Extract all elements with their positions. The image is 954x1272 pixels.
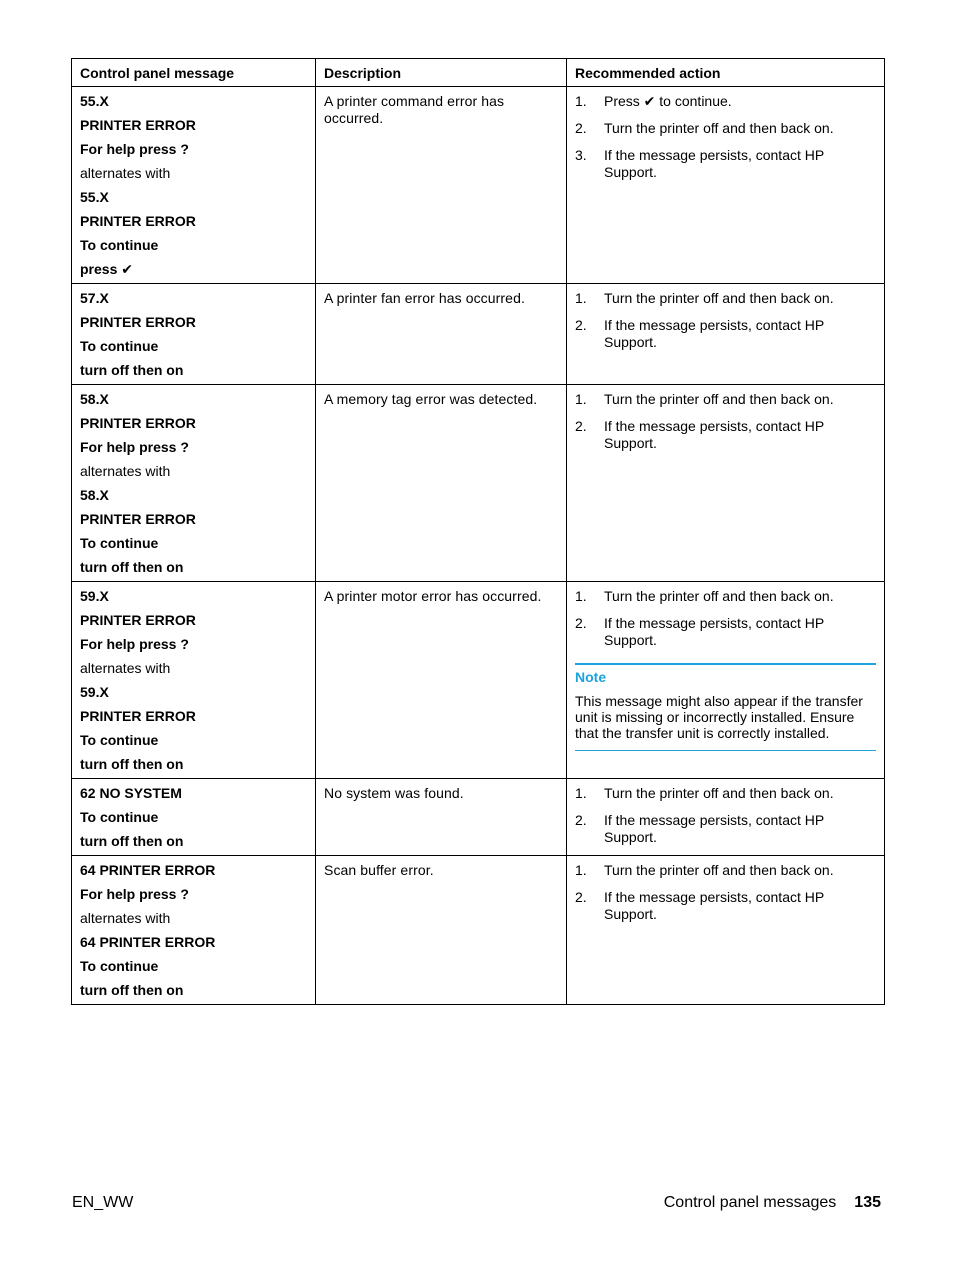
table-row: [72, 87, 885, 284]
note-title: Note: [575, 669, 607, 685]
message-line: turn off then on: [80, 982, 184, 998]
message-line: 62 NO SYSTEM: [80, 785, 182, 801]
description-text: A memory tag error was detected.: [324, 391, 538, 407]
action-cell: [567, 582, 885, 779]
message-line: PRINTER ERROR: [80, 314, 196, 330]
message-line: For help press ?: [80, 886, 189, 902]
message-line: turn off then on: [80, 362, 184, 378]
description-cell: [316, 87, 567, 284]
message-line: To continue: [80, 237, 159, 253]
description-cell: [316, 779, 567, 856]
action-cell: [567, 779, 885, 856]
message-line: PRINTER ERROR: [80, 117, 196, 133]
message-line: alternates with: [80, 463, 171, 479]
message-line: 57.X: [80, 290, 109, 306]
action-step: 2. Turn the printer off and then back on.: [575, 120, 834, 136]
message-line: To continue: [80, 958, 159, 974]
description-cell: [316, 284, 567, 385]
action-list: [575, 862, 876, 923]
action-step: 1. Turn the printer off and then back on.: [575, 862, 834, 878]
message-cell: [72, 284, 316, 385]
action-step: 1. Turn the printer off and then back on.: [575, 588, 834, 604]
action-step: 2. If the message persists, contact HP Support.: [575, 418, 824, 451]
action-cell: [567, 284, 885, 385]
message-line: PRINTER ERROR: [80, 511, 196, 527]
action-step: 1. Turn the printer off and then back on.: [575, 785, 834, 801]
header-recommended-action: Recommended action: [567, 59, 885, 87]
message-line: turn off then on: [80, 756, 184, 772]
table-row: [72, 284, 885, 385]
action-step: 1. Turn the printer off and then back on.: [575, 290, 834, 306]
action-step: 1. Turn the printer off and then back on.: [575, 391, 834, 407]
message-line: 59.X: [80, 684, 109, 700]
table-row: [72, 856, 885, 1005]
message-cell: [72, 582, 316, 779]
description-text: A printer motor error has occurred.: [324, 588, 542, 604]
action-step: 1. Press ✔ to continue.: [575, 93, 732, 109]
action-cell: [567, 856, 885, 1005]
action-list: [575, 290, 876, 351]
action-step: 2. If the message persists, contact HP Support.: [575, 317, 824, 350]
message-line: 58.X: [80, 487, 109, 503]
description-text: Scan buffer error.: [324, 862, 434, 878]
message-line: For help press ?: [80, 636, 189, 652]
action-list: [575, 93, 876, 181]
message-line: alternates with: [80, 660, 171, 676]
table-row: [72, 779, 885, 856]
note-box: [575, 663, 876, 751]
message-line: press ✔: [80, 261, 133, 277]
note-text: This message might also appear if the transfer unit is missing or incorrectly installed. Ensure that the transfer unit is correctly installed.: [575, 693, 863, 741]
message-line: For help press ?: [80, 141, 189, 157]
action-step: 2. If the message persists, contact HP Support.: [575, 615, 824, 648]
action-list: [575, 785, 876, 846]
message-cell: [72, 87, 316, 284]
table-header-row: [72, 59, 885, 87]
message-cell: [72, 856, 316, 1005]
message-line: PRINTER ERROR: [80, 213, 196, 229]
message-line: To continue: [80, 809, 159, 825]
action-list: [575, 588, 876, 649]
message-line: 55.X: [80, 93, 109, 109]
message-line: turn off then on: [80, 833, 184, 849]
message-line: PRINTER ERROR: [80, 415, 196, 431]
action-step: 2. If the message persists, contact HP Support.: [575, 889, 824, 922]
table-row: [72, 385, 885, 582]
action-step: 3. If the message persists, contact HP Support.: [575, 147, 824, 180]
table-row: [72, 582, 885, 779]
message-line: To continue: [80, 732, 159, 748]
action-list: [575, 391, 876, 452]
message-line: 55.X: [80, 189, 109, 205]
action-cell: [567, 87, 885, 284]
message-line: To continue: [80, 338, 159, 354]
message-cell: [72, 779, 316, 856]
message-line: 64 PRINTER ERROR: [80, 862, 216, 878]
message-line: 59.X: [80, 588, 109, 604]
message-line: turn off then on: [80, 559, 184, 575]
header-control-panel-message: Control panel message: [72, 59, 316, 87]
message-line: 64 PRINTER ERROR: [80, 934, 216, 950]
message-line: alternates with: [80, 165, 171, 181]
description-cell: [316, 856, 567, 1005]
footer-section-title: Control panel messages: [663, 1194, 837, 1211]
message-line: PRINTER ERROR: [80, 708, 196, 724]
page-number: 135: [854, 1194, 881, 1211]
description-text: No system was found.: [324, 785, 464, 801]
action-cell: [567, 385, 885, 582]
message-line: PRINTER ERROR: [80, 612, 196, 628]
description-text: A printer fan error has occurred.: [324, 290, 525, 306]
footer-page-info: [664, 1194, 881, 1212]
control-panel-messages-table: [71, 58, 885, 1005]
description-cell: [316, 385, 567, 582]
message-line: 58.X: [80, 391, 109, 407]
footer-locale: EN_WW: [72, 1194, 134, 1211]
message-line: To continue: [80, 535, 159, 551]
action-step: 2. If the message persists, contact HP Support.: [575, 812, 824, 845]
message-cell: [72, 385, 316, 582]
description-cell: [316, 582, 567, 779]
description-text: A printer command error has occurred.: [324, 93, 505, 126]
message-line: For help press ?: [80, 439, 189, 455]
message-line: alternates with: [80, 910, 171, 926]
header-description: Description: [316, 59, 567, 87]
